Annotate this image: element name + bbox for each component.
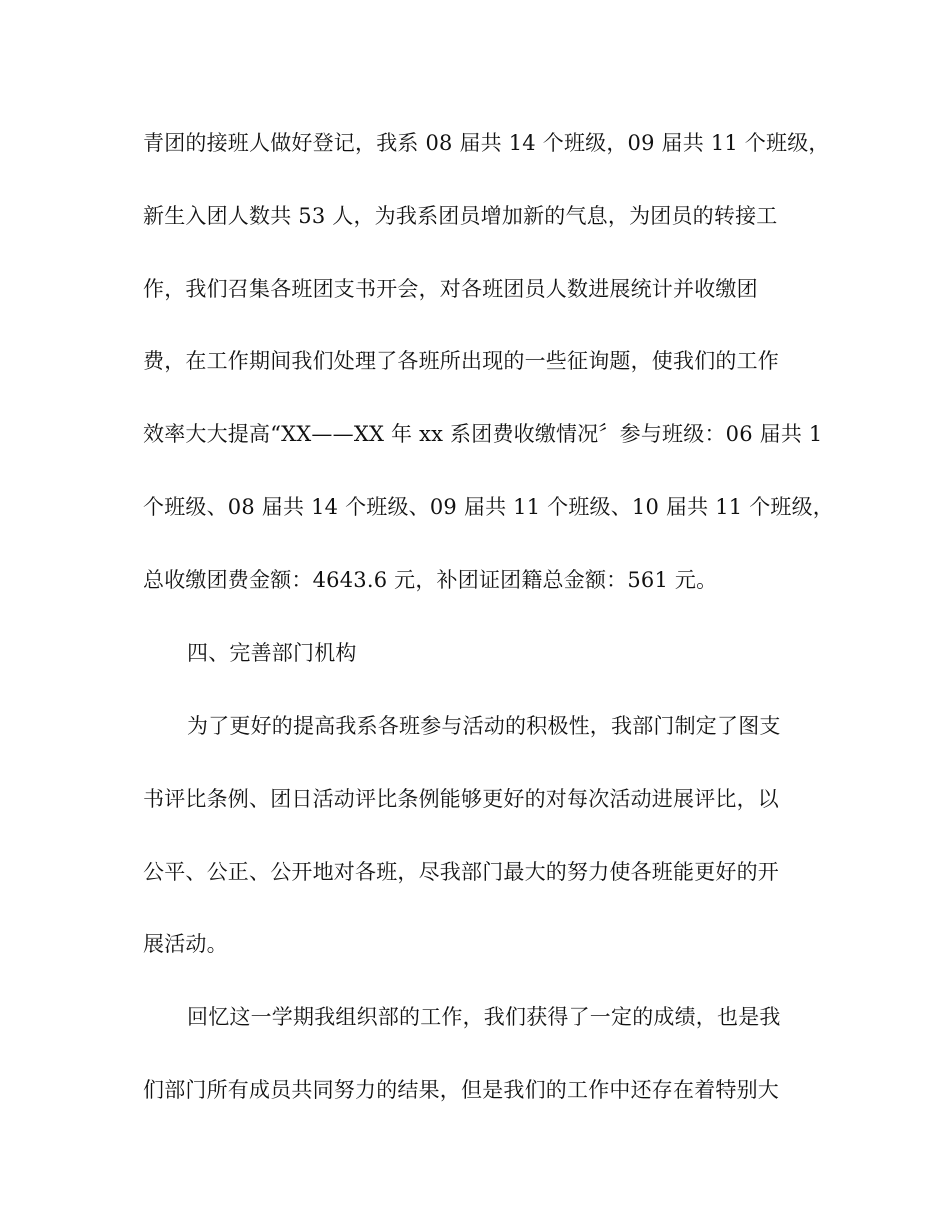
- paragraph-line: 们部门所有成员共同努力的结果，但是我们的工作中还存在着特别大: [143, 1078, 779, 1102]
- paragraph-line: 回忆这一学期我组织部的工作，我们获得了一定的成绩，也是我: [187, 1005, 781, 1029]
- paragraph-line: 书评比条例、团日活动评比条例能够更好的对每次活动进展评比，以: [143, 787, 779, 811]
- paragraph-line: 青团的接班人做好登记，我系 08 届共 14 个班级，09 届共 11 个班级，: [143, 131, 830, 155]
- paragraph-line: 作，我们召集各班团支书开会，对各班团员人数进展统计并收缴团: [143, 277, 758, 301]
- paragraph-line: 费，在工作期间我们处理了各班所出现的一些征询题，使我们的工作: [143, 349, 779, 373]
- paragraph-line: 个班级、08 届共 14 个班级、09 届共 11 个班级、10 届共 11 个班级，: [143, 495, 835, 519]
- paragraph-line: 为了更好的提高我系各班参与活动的积极性，我部门制定了图支: [187, 714, 781, 738]
- paragraph-line: 展活动。: [143, 932, 228, 956]
- paragraph-line: 效率大大提高“XX——XX 年 xx 系团费收缴情况〞参与班级：06 届共 1: [143, 422, 823, 446]
- paragraph-line: 公平、公正、公开地对各班，尽我部门最大的努力使各班能更好的开: [143, 860, 779, 884]
- paragraph-line: 总收缴团费金额：4643.6 元，补团证团籍总金额：561 元。: [143, 568, 718, 592]
- paragraph-line: 新生入团人数共 53 人，为我系团员增加新的气息，为团员的转接工: [143, 204, 778, 228]
- section-heading: 四、完善部门机构: [187, 641, 357, 665]
